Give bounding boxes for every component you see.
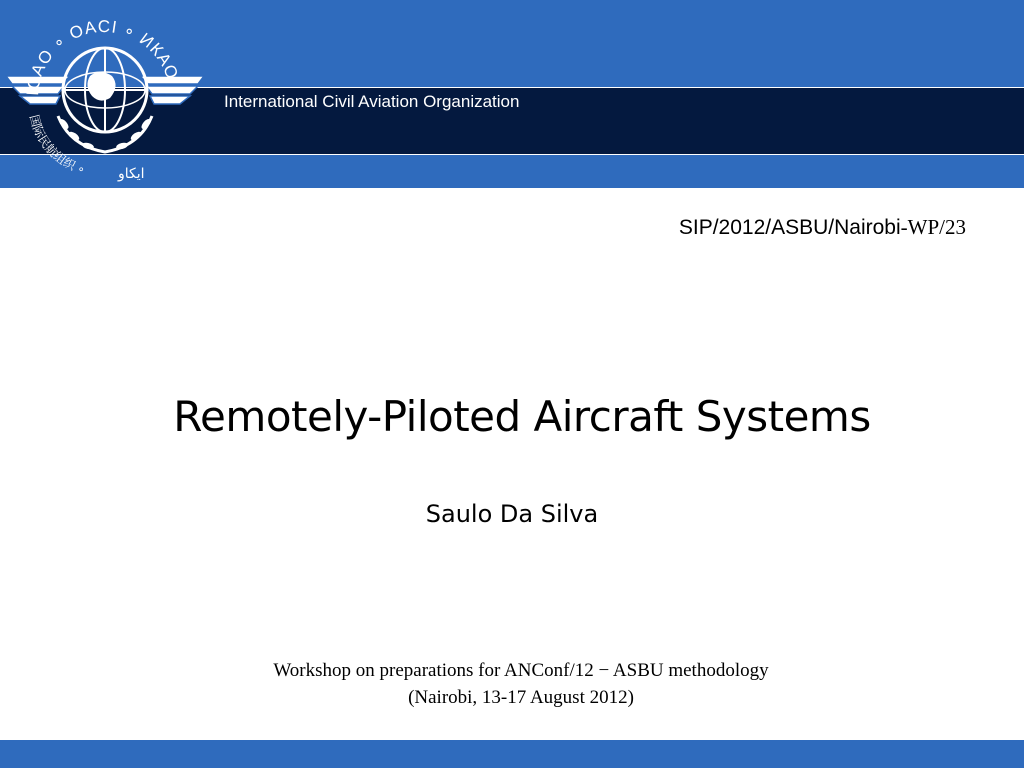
- slide-title: Remotely-Piloted Aircraft Systems: [173, 392, 871, 441]
- svg-text:ICAO ∘ OACI ∘ ИКАО: ICAO ∘ OACI ∘ ИКАО: [23, 16, 183, 97]
- organization-name: International Civil Aviation Organization: [224, 92, 520, 111]
- workshop-line-1: Workshop on preparations for ANConf/12 − ASBU methodology: [273, 660, 769, 681]
- footer-band: [0, 740, 1024, 768]
- icao-emblem-icon: [0, 6, 210, 186]
- document-reference-main: SIP/2012/ASBU/Nairobi: [678, 216, 901, 239]
- svg-text:国际民航组织 ∘: 国际民航组织 ∘: [26, 113, 87, 177]
- presenter-name: Saulo Da Silva: [425, 500, 599, 528]
- workshop-info: [0, 657, 1024, 711]
- document-reference: [679, 215, 966, 240]
- svg-text:ايكاو: ايكاو: [118, 166, 145, 182]
- document-reference-suffix: -WP/23: [900, 215, 966, 239]
- workshop-line-2: (Nairobi, 13-17 August 2012): [408, 687, 634, 708]
